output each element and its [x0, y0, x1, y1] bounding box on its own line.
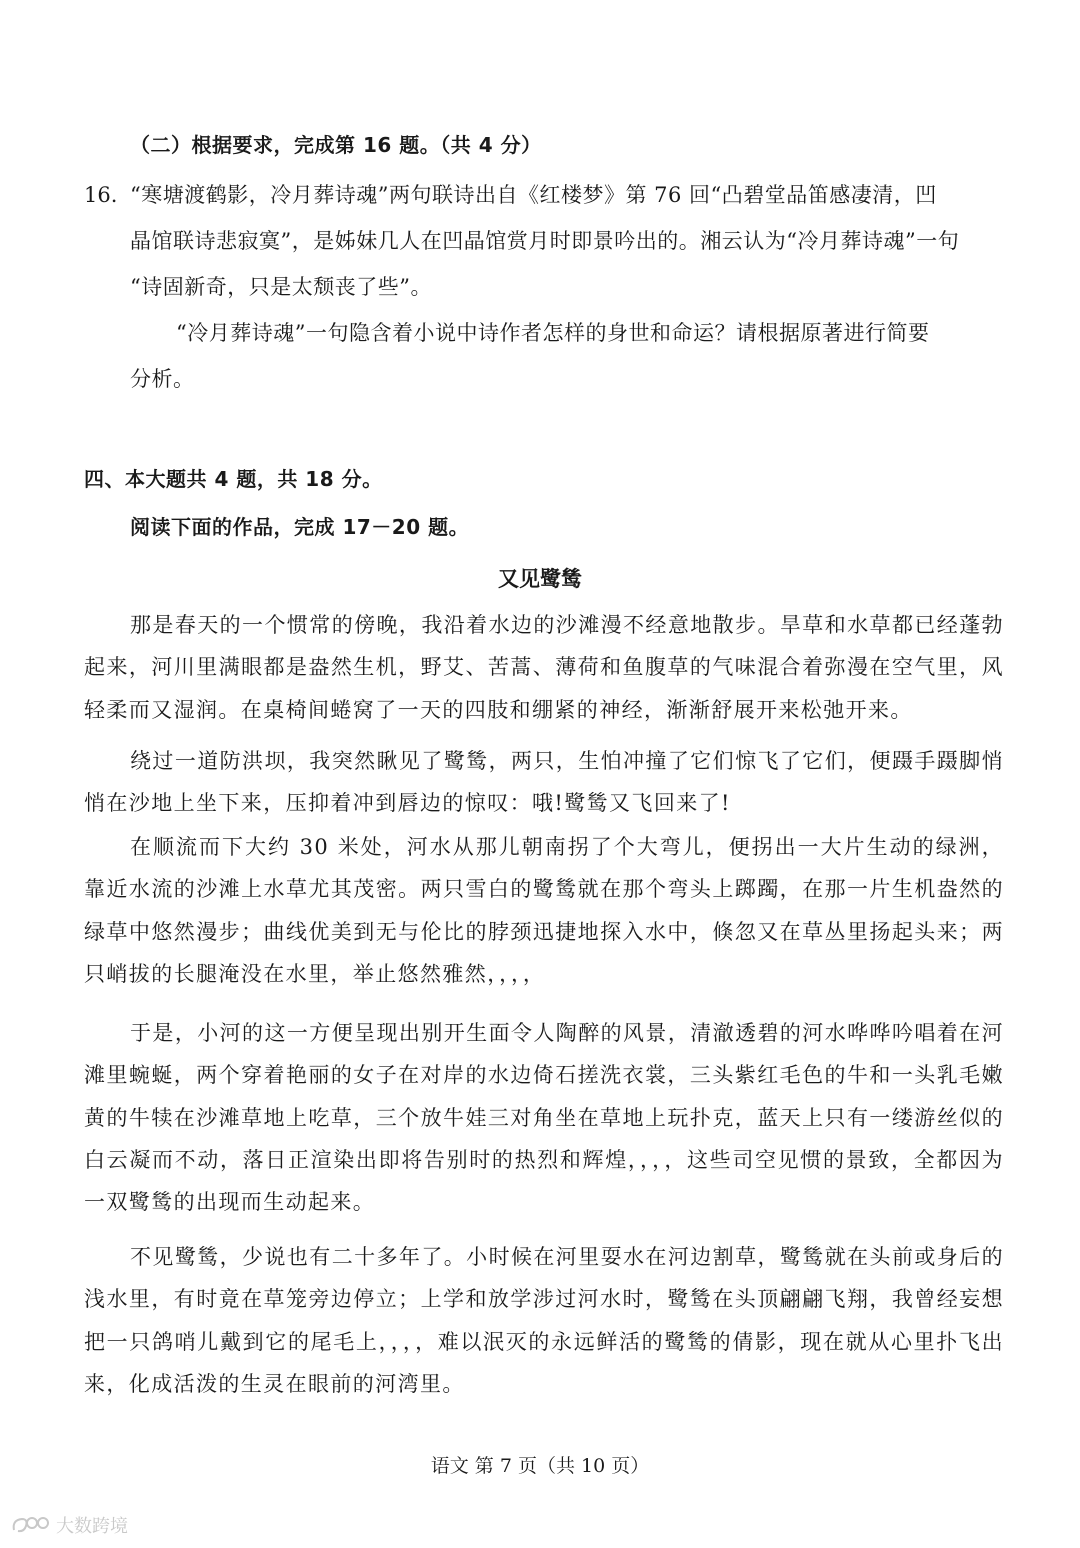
q16-line-5: 分析。: [130, 367, 195, 391]
q16-line-1: “寒塘渡鹤影，冷月葬诗魂”两句联诗出自《红楼梦》第 76 回“凸碧堂品笛感凄清，凹: [130, 183, 937, 207]
watermark-logo-icon: [10, 1514, 50, 1536]
section4-heading: 四、本大题共 4 题，共 18 分。: [84, 467, 383, 491]
article-paragraph-2: 绕过一道防洪坝，我突然瞅见了鹭鸶，两只，生怕冲撞了它们惊飞了它们，便蹑手蹑脚悄悄在沙地上坐下来，压抑着冲到唇边的惊叹：哦!鹭鸶又飞回来了!: [84, 749, 1004, 816]
watermark-text: 大数跨境: [56, 1516, 128, 1537]
q16-line-3: “诗固新奇，只是太颓丧了些”。: [130, 275, 432, 299]
question-number: 16.: [84, 183, 118, 207]
section2-heading: （二）根据要求，完成第 16 题。（共 4 分）: [130, 133, 542, 157]
article-paragraph-3: 在顺流而下大约 30 米处，河水从那儿朝南拐了个大弯儿，便拐出一大片生动的绿洲，靠近水流的沙滩上水草尤其茂密。两只雪白的鹭鸶就在那个弯头上踯躅，在那一片生机盎然的绿草中悠然漫步；曲线优美到无与伦比的脖颈迅捷地探入水中，倏忽又在草丛里扬起头来；两只峭拔的长腿淹没在水里，举止悠然雅然，，，，: [84, 835, 1004, 986]
q16-line-4: “冷月葬诗魂”一句隐含着小说中诗作者怎样的身世和命运？请根据原著进行简要: [176, 321, 930, 345]
watermark: [10, 1512, 128, 1538]
article-paragraph-4: 于是，小河的这一方便呈现出别开生面令人陶醉的风景，清澈透碧的河水哗哗吟唱着在河滩里蜿蜒，两个穿着艳丽的女子在对岸的水边倚石搓洗衣裳，三头紫红毛色的牛和一头乳毛嫩黄的牛犊在沙滩草地上吃草，三个放牛娃三对角坐在草地上玩扑克，蓝天上只有一缕游丝似的白云凝而不动，落日正渲染出即将告别时的热烈和辉煌，，，，这些司空见惯的景致，全都因为一双鹭鸶的出现而生动起来。: [84, 1021, 1004, 1215]
q16-line-2: 晶馆联诗悲寂寞”，是姊妹几人在凹晶馆赏月时即景吟出的。湘云认为“冷月葬诗魂”一句: [130, 229, 960, 253]
article-title: 又见鹭鸶: [498, 567, 582, 591]
section4-instruction: 阅读下面的作品，完成 17－20 题。: [130, 515, 470, 539]
page-footer: 语文 第 7 页（共 10 页）: [430, 1455, 650, 1477]
article-paragraph-1: 那是春天的一个惯常的傍晚，我沿着水边的沙滩漫不经意地散步。旱草和水草都已经蓬勃起来，河川里满眼都是盎然生机，野艾、苦蒿、薄荷和鱼腹草的气味混合着弥漫在空气里，风轻柔而又湿润。在桌椅间蜷窝了一天的四肢和绷紧的神经，渐渐舒展开来松弛开来。: [84, 613, 1004, 722]
article-paragraph-5: 不见鹭鸶，少说也有二十多年了。小时候在河里耍水在河边割草，鹭鸶就在头前或身后的浅水里，有时竟在草笼旁边停立；上学和放学涉过河水时，鹭鸶在头顶翩翩飞翔，我曾经妄想把一只鸽哨儿戴到它的尾毛上，，，，难以泯灭的永远鲜活的鹭鸶的倩影，现在就从心里扑飞出来，化成活泼的生灵在眼前的河湾里。: [84, 1245, 1004, 1396]
